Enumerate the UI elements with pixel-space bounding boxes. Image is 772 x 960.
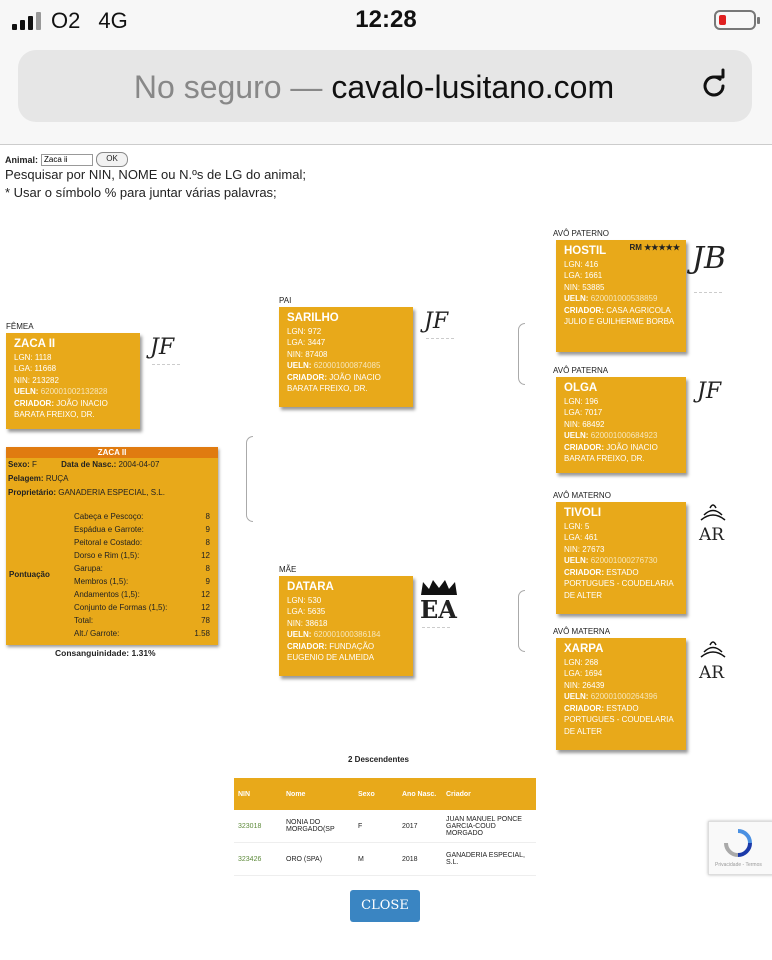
criador-label: CRIADOR: [564,305,604,315]
col-criador: Criador [442,778,536,810]
nasc-label: Data de Nasc.: [61,460,117,469]
bracket-parents [246,436,253,522]
url-domain: cavalo-lusitano.com [331,69,615,105]
breeder-mark-ar: AR [699,525,725,545]
score-label: Cabeça e Pescoço: [74,512,144,521]
close-button[interactable]: CLOSE [350,890,420,922]
cell-sexo: F [354,810,398,843]
cell-ano: 2017 [398,810,442,843]
horse-card-datara[interactable] [279,576,413,676]
breeder-mark-jf: JF [697,379,722,404]
lga: LGA: 7017 [564,408,603,417]
table-header-row [234,778,536,810]
label-avo-paterna: AVÔ PATERNA [553,366,609,375]
col-ano: Ano Nasc. [398,778,442,810]
horse-detail-panel [6,447,218,645]
search-form [5,152,128,167]
score-value: 9 [205,525,210,534]
ueln-label: UELN: [564,294,589,303]
ok-button[interactable]: OK [96,152,128,167]
col-sexo: Sexo [354,778,398,810]
criador-value: JOÃO INACIO BARATA FREIXO, DR. [14,398,108,419]
col-nin: NIN [234,778,282,810]
descendants-table [234,778,536,876]
nin: NIN: 213282 [14,375,59,385]
score-label: Dorso e Rim (1,5): [74,551,140,560]
ueln-value: 620001000538859 [590,294,658,303]
score-value: 1.58 [194,629,210,638]
horse-name[interactable]: SARILHO [287,312,339,324]
horse-name[interactable]: DATARA [287,581,334,593]
criador-value: CASA AGRICOLA JULIO E GUILHERME BORBA [564,305,675,326]
pelagem-value: RUÇA [45,474,69,483]
cell-sexo: M [354,843,398,876]
url-text[interactable] [18,69,730,106]
sexo-label: Sexo: [8,460,30,469]
nin: NIN: 27673 [564,544,605,554]
ueln-label: UELN: [287,630,312,639]
ueln-value: 620001000264396 [590,692,658,701]
label-pai: PAI [279,296,292,305]
ueln-value: 620001000386184 [313,630,381,639]
score-label: Alt./ Garrote: [74,629,120,638]
score-row [74,564,214,576]
pelagem-label: Pelagem: [8,474,44,483]
score-value: 8 [205,538,210,547]
lgn: LGN: 1118 [14,352,52,362]
criador-value: ESTADO PORTUGUES - COUDELARIA DE ALTER [564,567,674,600]
horse-card-zaca[interactable] [6,333,140,429]
cell-criador: GANADERIA ESPECIAL, S.L. [442,843,536,876]
battery-icon [714,10,756,30]
horse-card-hostil[interactable] [556,240,686,352]
lgn: LGN: 972 [287,326,322,336]
clock: 12:28 [355,6,417,33]
status-bar [0,0,772,42]
label-femea: FÊMEA [6,322,34,331]
cell-nin[interactable]: 323018 [234,810,282,843]
score-value: 9 [205,577,210,586]
reload-icon[interactable] [696,68,732,104]
horse-name[interactable]: XARPA [564,643,604,655]
score-value: 12 [201,590,210,599]
address-bar[interactable] [18,50,752,122]
lgn: LGN: 530 [287,595,322,605]
score-row [74,629,214,641]
mark-divider [152,364,180,367]
animal-label: Animal: [5,154,39,165]
breeder-mark-jb: JB [692,241,727,276]
horse-card-xarpa[interactable] [556,638,686,750]
ueln-value: 620001000276730 [590,556,658,565]
animal-search-input[interactable] [41,154,93,166]
col-nome: Nome [282,778,354,810]
cell-criador: JUAN MANUEL PONCE GARCIA-COUD MORGADO [442,810,536,843]
criador-label: CRIADOR: [564,442,604,452]
score-row [74,577,214,589]
cell-ano: 2018 [398,843,442,876]
horse-card-olga[interactable] [556,377,686,473]
detail-header: ZACA II [6,447,218,458]
nin: NIN: 38618 [287,618,328,628]
cell-nin[interactable]: 323426 [234,843,282,876]
prop-value: GANADERIA ESPECIAL, S.L. [58,488,165,497]
score-value: 12 [201,603,210,612]
ueln-value: 620001002132828 [40,387,108,396]
breeder-mark-jf: JF [424,309,449,334]
ueln-label: UELN: [14,387,39,396]
criador-label: CRIADOR: [14,398,54,408]
lgn: LGN: 268 [564,657,599,667]
nin: NIN: 26439 [564,680,605,690]
lgn: LGN: 196 [564,396,599,406]
horse-card-sarilho[interactable] [279,307,413,407]
criador-label: CRIADOR: [287,641,327,651]
score-value: 8 [205,512,210,521]
horse-name[interactable]: OLGA [564,382,598,394]
sexo-value: F [32,460,37,469]
horse-card-tivoli[interactable] [556,502,686,614]
crown-icon [419,577,459,597]
ueln-label: UELN: [287,361,312,370]
mark-divider [694,292,722,295]
table-row[interactable] [234,810,536,843]
criador-value: JOÃO INACIO BARATA FREIXO, DR. [287,372,381,393]
recaptcha-text[interactable]: Privacidade - Termos [715,862,762,868]
label-avo-paterno: AVÔ PATERNO [553,229,610,238]
recaptcha-icon [723,828,753,858]
prop-label: Proprietário: [8,488,57,497]
lga: LGA: 3447 [287,338,326,347]
criador-value: FUNDAÇÃO EUGENIO DE ALMEIDA [287,641,375,662]
score-row [74,525,214,537]
score-label: Conjunto de Formas (1,5): [74,603,168,612]
breeder-mark-ar: AR [699,663,725,683]
label-mae: MÃE [279,565,297,574]
score-label: Membros (1,5): [74,577,129,586]
score-label: Andamentos (1,5): [74,590,140,599]
score-value: 8 [205,564,210,573]
nin: NIN: 87408 [287,349,328,359]
lga: LGA: 11668 [14,364,57,373]
network-type: 4G [98,8,128,33]
criador-label: CRIADOR: [564,567,604,577]
criador-value: ESTADO PORTUGUES - COUDELARIA DE ALTER [564,703,674,736]
page-content [0,145,772,960]
score-row [74,590,214,602]
rm-rating: RM ★★★★★ [629,243,680,252]
descendants-title: 2 Descendentes [348,755,409,764]
label-avo-materna: AVÔ MATERNA [553,627,611,636]
nasc-value: 2004-04-07 [118,460,160,469]
search-hint: Pesquisar por NIN, NOME ou N.ºs de LG do animal; [5,167,306,182]
nin: NIN: 68492 [564,419,605,429]
horse-name[interactable]: TIVOLI [564,507,602,519]
consanguinity: Consanguinidade: 1.31% [55,648,156,658]
pontuacao-label: Pontuação [9,570,50,579]
criador-label: CRIADOR: [287,372,327,382]
breeder-mark-jf: JF [150,335,175,360]
breeder-mark-ea: EA [420,595,457,624]
score-label: Garupa: [74,564,103,573]
score-value: 78 [201,616,210,625]
score-label: Peitoral e Costado: [74,538,143,547]
ueln-value: 620001000684923 [590,431,658,440]
score-row [74,603,214,615]
bracket-maternal [518,590,525,652]
carrier-name: O2 [51,8,81,33]
cell-nome[interactable]: ORO (SPA) [282,843,354,876]
ueln-label: UELN: [564,431,589,440]
ueln-value: 620001000874085 [313,361,381,370]
mark-divider [422,627,450,630]
search-hint-wildcard: * Usar o símbolo % para juntar várias palavras; [5,185,277,200]
score-value: 12 [201,551,210,560]
lga: LGA: 5635 [287,607,326,616]
cell-nome[interactable]: NONIA DO MORGADO(SP [282,810,354,843]
crown-icon [698,639,728,661]
score-row [74,616,214,628]
nin: NIN: 53885 [564,282,605,292]
criador-label: CRIADOR: [564,703,604,713]
horse-name[interactable]: HOSTIL [564,245,607,257]
table-row[interactable] [234,843,536,876]
score-label: Total: [74,616,94,625]
lga: LGA: 461 [564,533,598,542]
score-row [74,551,214,563]
lga: LGA: 1661 [564,271,603,280]
lgn: LGN: 416 [564,259,599,269]
crown-icon [698,502,728,524]
ueln-label: UELN: [564,692,589,701]
mark-divider [426,338,454,341]
score-row [74,512,214,524]
bracket-paternal [518,323,525,385]
score-row [74,538,214,550]
horse-name[interactable]: ZACA II [14,338,56,350]
lga: LGA: 1694 [564,669,603,678]
browser-toolbar [0,42,772,145]
lgn: LGN: 5 [564,521,590,531]
insecure-label: No seguro — [133,69,323,105]
recaptcha-badge[interactable] [708,821,772,875]
ueln-label: UELN: [564,556,589,565]
score-label: Espádua e Garrote: [74,525,144,534]
criador-value: JOÃO INACIO BARATA FREIXO, DR. [564,442,658,463]
label-avo-materno: AVÔ MATERNO [553,491,611,500]
